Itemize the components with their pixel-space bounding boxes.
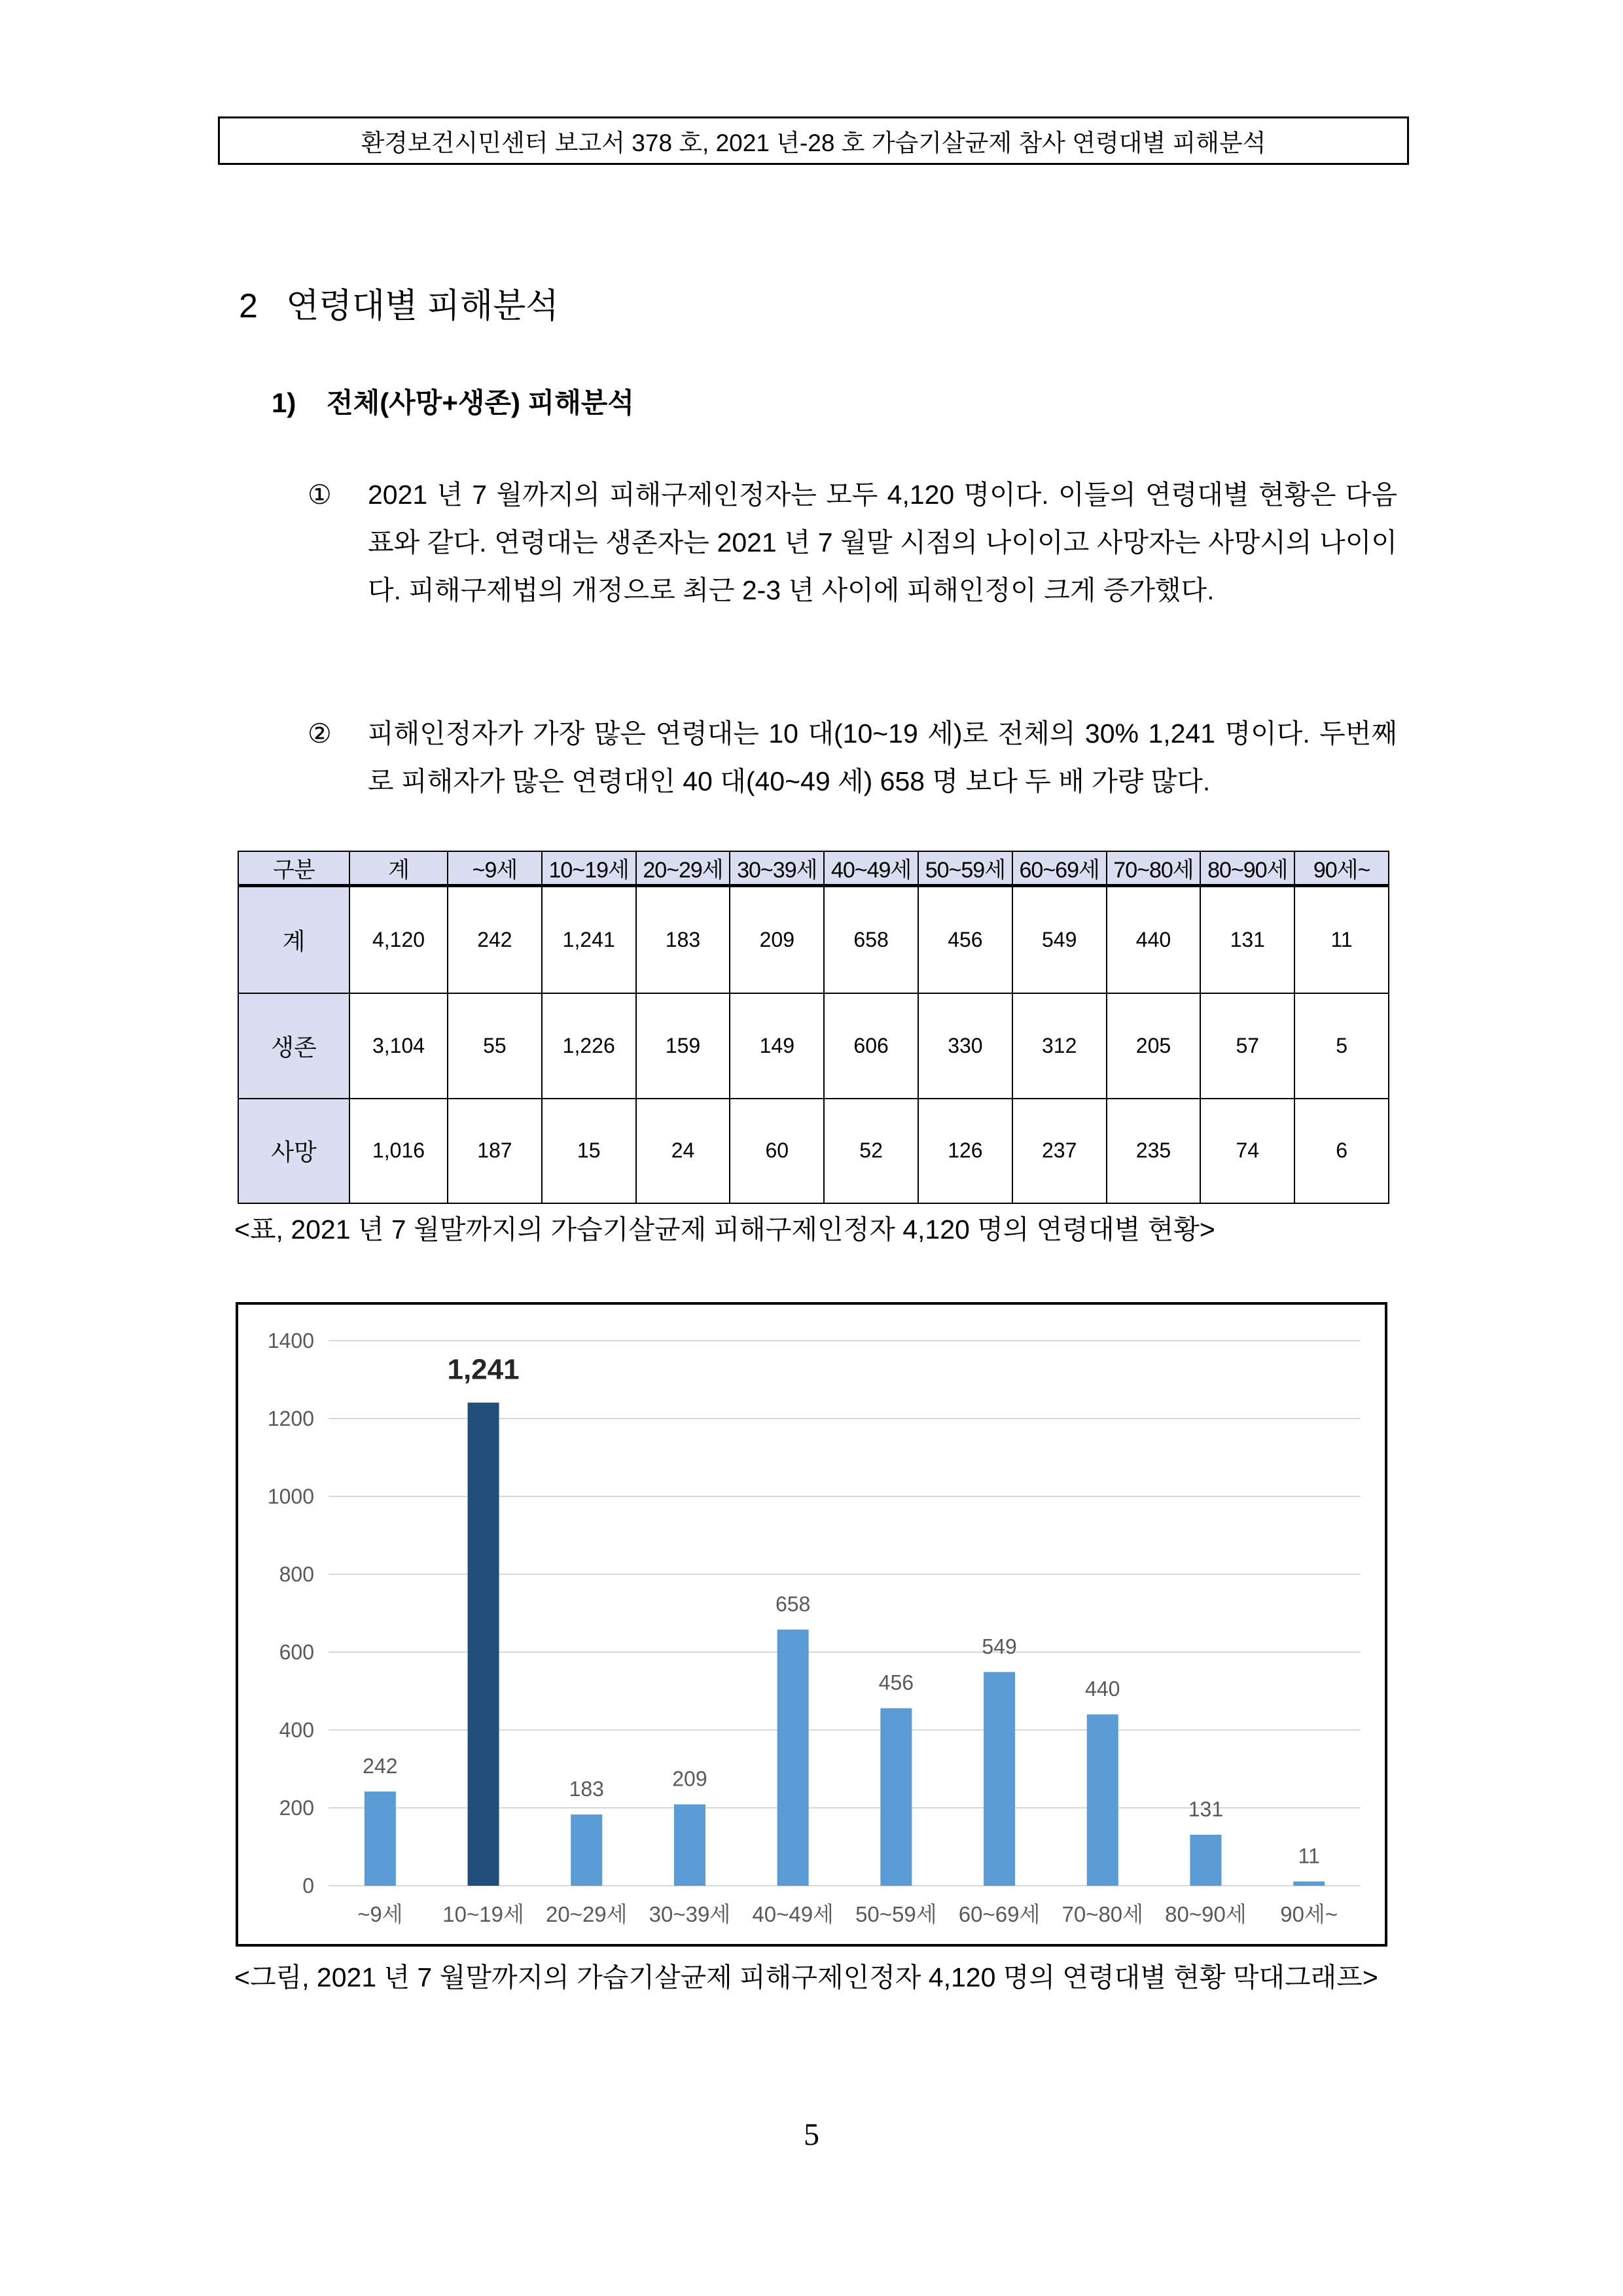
table-cell: 235 — [1107, 1099, 1201, 1203]
data-label: 209 — [672, 1767, 707, 1791]
table-cell: 440 — [1107, 886, 1201, 994]
table-cell: 205 — [1107, 993, 1201, 1098]
paragraph-1-text: 2021 년 7 월까지의 피해구제인정자는 모두 4,120 명이다. 이들의 연령대별 현황은 다음 표와 같다. 연령대는 생존자는 2021 년 7 월말 시점의 나이이고 사망자는 사망시의 나이이다. 피해구제법의 개정으로 최근 2-3 년 사이에 피해인정이 크게 증가했다. — [368, 480, 1397, 605]
data-label: 183 — [569, 1777, 604, 1801]
y-tick-label: 400 — [279, 1718, 314, 1742]
row-label: 생존 — [238, 993, 349, 1098]
table-cell: 55 — [448, 993, 542, 1098]
table-header-cell: 80~90세 — [1200, 851, 1294, 886]
data-label: 1,241 — [447, 1353, 520, 1386]
bar — [468, 1403, 499, 1886]
table-header-cell: 계 — [349, 851, 448, 886]
subsection-number: 1) — [272, 387, 296, 418]
data-label: 456 — [878, 1670, 914, 1695]
table-cell: 1,016 — [349, 1099, 448, 1203]
bar-chart-svg — [238, 1305, 1385, 1944]
table-cell: 57 — [1200, 993, 1294, 1098]
table-header-cell: 40~49세 — [824, 851, 918, 886]
table-cell: 74 — [1200, 1099, 1294, 1203]
table-row-survivors — [238, 993, 1389, 1098]
data-label: 131 — [1188, 1797, 1224, 1822]
paragraph-1 — [308, 471, 1397, 614]
chart-caption: <그림, 2021 년 7 월말까지의 가습기살균제 피해구제인정자 4,120 명의 연령대별 현황 막대그래프> — [234, 1962, 1378, 1992]
table-header-cell: ~9세 — [448, 851, 542, 886]
bar — [880, 1708, 912, 1886]
report-header-text: 환경보건시민센터 보고서 378 호, 2021 년-28 호 가습기살균제 참사 연령대별 피해분석 — [361, 130, 1266, 156]
report-header — [218, 116, 1409, 165]
data-label: 549 — [982, 1634, 1017, 1659]
table-row-total — [238, 886, 1389, 994]
table-header-cell: 60~69세 — [1012, 851, 1107, 886]
table-cell: 6 — [1294, 1099, 1389, 1203]
x-tick-label: 30~39세 — [649, 1902, 731, 1926]
data-label: 242 — [363, 1754, 398, 1778]
table-cell: 187 — [448, 1099, 542, 1203]
section-title — [239, 278, 559, 327]
y-tick-label: 1000 — [267, 1485, 314, 1508]
table-header-cell: 50~59세 — [918, 851, 1012, 886]
age-group-table — [238, 851, 1389, 1204]
table-cell: 456 — [918, 886, 1012, 994]
data-label: 11 — [1298, 1844, 1320, 1868]
table-header-cell: 구분 — [238, 851, 349, 886]
x-tick-label: 10~19세 — [442, 1902, 524, 1926]
bar-chart — [236, 1302, 1387, 1947]
table-header-row — [238, 851, 1389, 886]
table-header-cell: 30~39세 — [730, 851, 824, 886]
bar — [1087, 1714, 1118, 1886]
x-tick-label: 90세~ — [1280, 1902, 1338, 1926]
table-header-cell: 70~80세 — [1107, 851, 1201, 886]
section-number: 2 — [239, 287, 258, 325]
y-tick-label: 600 — [279, 1640, 314, 1664]
table-cell: 60 — [730, 1099, 824, 1203]
x-tick-label: 20~29세 — [545, 1902, 628, 1926]
table-caption: <표, 2021 년 7 월말까지의 가습기살균제 피해구제인정자 4,120 명의 연령대별 현황> — [234, 1214, 1215, 1245]
table-cell: 312 — [1012, 993, 1107, 1098]
y-tick-label: 800 — [279, 1563, 314, 1586]
bar — [674, 1805, 705, 1886]
table-header-cell: 20~29세 — [636, 851, 730, 886]
subsection-title-text: 전체(사망+생존) 피해분석 — [327, 387, 634, 418]
table-cell: 24 — [636, 1099, 730, 1203]
paragraph-2-marker: ② — [308, 718, 332, 749]
table-cell: 209 — [730, 886, 824, 994]
table-header-cell: 10~19세 — [542, 851, 636, 886]
page-number: 5 — [804, 2117, 819, 2152]
table-row-deaths — [238, 1099, 1389, 1203]
bar — [1293, 1881, 1325, 1886]
paragraph-1-marker: ① — [308, 480, 332, 510]
table-cell: 330 — [918, 993, 1012, 1098]
data-label: 658 — [775, 1592, 811, 1616]
table-cell: 606 — [824, 993, 918, 1098]
bar — [984, 1672, 1015, 1886]
y-tick-label: 0 — [302, 1874, 314, 1898]
table-cell: 52 — [824, 1099, 918, 1203]
bar — [777, 1629, 809, 1886]
bar — [365, 1792, 396, 1886]
table-cell: 549 — [1012, 886, 1107, 994]
section-title-text: 연령대별 피해분석 — [286, 287, 559, 325]
table-cell: 5 — [1294, 993, 1389, 1098]
table-cell: 4,120 — [349, 886, 448, 994]
table-cell: 159 — [636, 993, 730, 1098]
table-cell: 237 — [1012, 1099, 1107, 1203]
x-tick-label: 70~80세 — [1061, 1902, 1144, 1926]
x-tick-label: 40~49세 — [752, 1902, 834, 1926]
table-cell: 126 — [918, 1099, 1012, 1203]
table-cell: 1,226 — [542, 993, 636, 1098]
table-cell: 1,241 — [542, 886, 636, 994]
x-tick-label: 50~59세 — [855, 1902, 937, 1926]
table-cell: 131 — [1200, 886, 1294, 994]
bar — [1190, 1835, 1221, 1886]
row-label: 계 — [238, 886, 349, 994]
data-label: 440 — [1085, 1677, 1120, 1701]
subsection-title — [272, 381, 634, 421]
x-tick-label: ~9세 — [357, 1902, 403, 1926]
paragraph-2-text: 피해인정자가 가장 많은 연령대는 10 대(10~19 세)로 전체의 30% 1,241 명이다. 두번째로 피해자가 많은 연령대인 40 대(40~49 세) 658 명 보다 두 배 가량 많다. — [368, 718, 1397, 796]
table-cell: 242 — [448, 886, 542, 994]
y-tick-label: 200 — [279, 1796, 314, 1820]
y-tick-label: 1400 — [267, 1329, 314, 1352]
paragraph-2 — [308, 710, 1397, 805]
y-tick-label: 1200 — [267, 1407, 314, 1430]
x-tick-label: 80~90세 — [1165, 1902, 1247, 1926]
x-tick-label: 60~69세 — [958, 1902, 1041, 1926]
bar — [571, 1814, 602, 1886]
table-cell: 3,104 — [349, 993, 448, 1098]
table-cell: 149 — [730, 993, 824, 1098]
table-cell: 183 — [636, 886, 730, 994]
table-cell: 658 — [824, 886, 918, 994]
row-label: 사망 — [238, 1099, 349, 1203]
table-cell: 15 — [542, 1099, 636, 1203]
table-header-cell: 90세~ — [1294, 851, 1389, 886]
table-cell: 11 — [1294, 886, 1389, 994]
